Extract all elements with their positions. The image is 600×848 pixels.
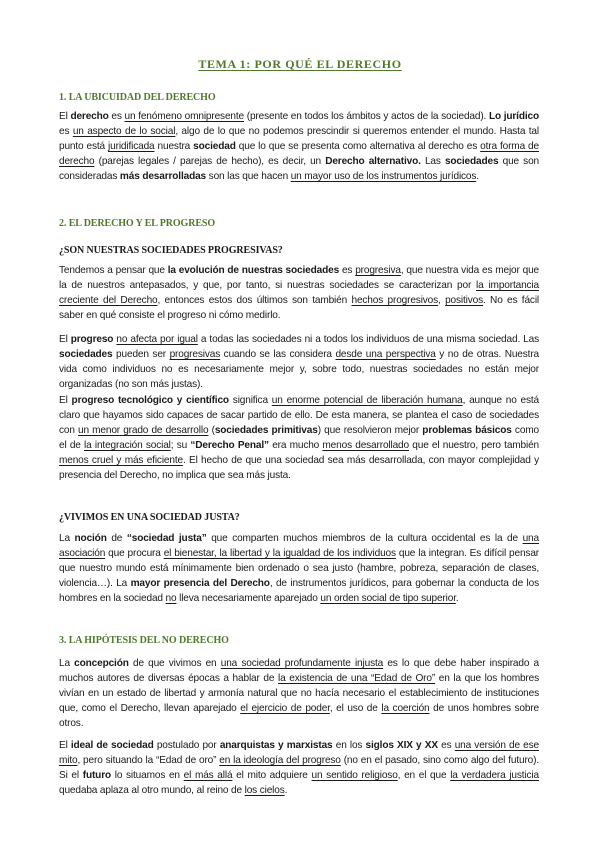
underlined-phrase: un orden social de tipo superior [320, 593, 456, 604]
text-run: nuestra [154, 141, 194, 152]
text-run: que comparten muchos miembros de la cultura occidental es la de [206, 533, 523, 544]
text-run: es lo que debe haber inspirado a muchos autores de diversas épocas a hablar de [59, 658, 539, 684]
text-run: que son consideradas [59, 156, 540, 182]
text-run: El [59, 740, 71, 751]
text-run: ( [208, 425, 215, 436]
text-run: a todas las sociedades ni a todos los individuos de una misma sociedad. Las [197, 334, 539, 345]
underlined-phrase: la integración social [84, 440, 171, 451]
section-heading-progreso: 2. EL DERECHO Y EL PROGRESO [59, 218, 216, 229]
bold-term: siglos XIX y XX [365, 740, 438, 751]
text-run: (parejas legales / parejas de hecho), es decir, un [94, 156, 326, 167]
text-run: de que vivimos en [128, 658, 221, 669]
paragraph [59, 332, 539, 392]
bold-term: mayor presencia del Derecho [130, 578, 270, 589]
text-run: Tendemos a pensar que [59, 265, 168, 276]
text-run: de unos hombres sobre otros. [59, 703, 539, 729]
underlined-phrase: un mayor uso de los instrumentos jurídicos [290, 171, 477, 182]
bold-term: más desarrolladas [119, 171, 207, 182]
text-run: . [476, 171, 479, 182]
underlined-phrase: en la ideología del progreso [219, 755, 341, 766]
text-run: quedaba aplaza al otro mundo, al reino de [59, 785, 245, 796]
underlined-phrase: el bienestar, la libertad y la igualdad de los individuos [163, 548, 396, 559]
underlined-phrase: juridificada [108, 141, 155, 152]
text-run: (no en el pasado, sino como algo del futuro). Si el [59, 755, 539, 781]
paragraph [59, 393, 539, 483]
text-run: de [106, 533, 127, 544]
underlined-phrase: progresiva [355, 265, 401, 276]
text-run: lleva necesariamente aparejado [176, 593, 321, 604]
underlined-phrase: un fenómeno omnipresente [124, 111, 244, 122]
underlined-phrase: no [165, 593, 177, 604]
text-run: significa [228, 395, 272, 406]
text-run: , pero situando la “Edad de oro” [77, 755, 220, 766]
text-run: , que nuestra vida es mejor que la de nuestros antepasados, y que, por tanto, si nuestras sociedades se caracterizan por [59, 265, 540, 291]
bold-term: ideal de sociedad [70, 740, 154, 751]
text-run: . No es fácil saber en qué consiste el progreso ni cómo medirlo. [59, 295, 540, 321]
text-run: . [284, 785, 288, 796]
underlined-phrase: desde una perspectiva [335, 349, 436, 360]
text-run: El [59, 111, 71, 122]
text-run: El [59, 395, 72, 406]
text-run: cuando se las considera [220, 349, 336, 360]
text-run: La [59, 658, 75, 669]
text-run: ; su [170, 440, 191, 451]
underlined-phrase: un sentido religioso [311, 770, 398, 781]
paragraph [59, 656, 539, 731]
text-run: Las [420, 156, 445, 167]
bold-term: noción [74, 533, 107, 544]
bold-term: sociedades [444, 156, 499, 167]
bold-term: sociedades primitivas [214, 425, 318, 436]
text-run: es [339, 265, 356, 276]
text-run: que lo que se presenta como alternativa al derecho es [235, 141, 481, 152]
bold-term: sociedad [193, 141, 236, 152]
bold-term: la evolución de nuestras sociedades [167, 265, 340, 276]
text-run: lo situamos en [110, 770, 184, 781]
text-run: , entonces estos dos últimos son también [157, 295, 352, 306]
text-run: que el nuestro, pero también [409, 440, 540, 451]
underlined-phrase: un enorme potencial de liberación humana [271, 395, 463, 406]
text-run: ) que resolvieron mejor [317, 425, 423, 436]
underlined-phrase: otra forma de derecho [59, 141, 539, 167]
bold-term: sociedades [59, 349, 113, 360]
text-run: , el uso de [329, 703, 382, 714]
bold-term: anarquistas y marxistas [219, 740, 333, 751]
underlined-phrase: el ejercicio de poder [240, 703, 330, 714]
text-run: son las que hacen [206, 171, 291, 182]
text-run: y no de otras. Nuestra vida como individuos no es necesariamente mejor y, sobre todo, nuestras sociedades no están mejor organizadas (no son más justas). [59, 349, 539, 390]
underlined-phrase: una asociación [59, 533, 539, 559]
text-run: , en el que [397, 770, 451, 781]
document-title: TEMA 1: POR QUÉ EL DERECHO [198, 57, 402, 71]
underlined-phrase: una sociedad profundamente injusta [220, 658, 384, 669]
bold-term: Derecho alternativo. [325, 156, 421, 167]
text-run: que procura [105, 548, 164, 559]
paragraph [59, 531, 539, 606]
text-run: en la que los hombres vivían en un estado de libertad y armonía natural que no hacía necesario el establecimiento de instituciones que, como el Derecho, llevan aparejado [59, 673, 540, 714]
bold-term: futuro [82, 770, 111, 781]
underlined-phrase: los cielos [244, 785, 285, 796]
paragraph [59, 109, 539, 184]
text-run: . [455, 593, 459, 604]
underlined-phrase: progresivas [169, 349, 221, 360]
underlined-phrase: la verdadera justicia [450, 770, 539, 781]
underlined-phrase: la importancia creciente del Derecho [59, 280, 539, 306]
bold-term: “sociedad justa” [126, 533, 207, 544]
bold-term: “Derecho Penal” [190, 440, 269, 451]
text-run: es [437, 740, 455, 751]
text-run: (presente en todos los ámbitos y actos de la sociedad). [244, 111, 489, 122]
underlined-phrase: hechos progresivos [351, 295, 439, 306]
underlined-phrase: positivos [445, 295, 484, 306]
underlined-phrase: no afecta por igual [116, 334, 198, 345]
underlined-phrase: la coerción [381, 703, 430, 714]
underlined-phrase: la existencia de una “Edad de Oro” [278, 673, 436, 684]
text-run: La [59, 533, 75, 544]
text-run: pueden ser [112, 349, 170, 360]
paragraph [59, 263, 539, 323]
bold-term: concepción [74, 658, 129, 669]
bold-term: progreso [70, 334, 114, 345]
text-run: el mito adquiere [232, 770, 312, 781]
text-run: , aunque no está claro que hayamos sido capaces de sacar partido de ello. De esta manera, se plantea el caso de sociedades con [59, 395, 539, 436]
text-run: El [59, 334, 71, 345]
subheading-sociedades-progresivas: ¿SON NUESTRAS SOCIEDADES PROGRESIVAS? [59, 245, 283, 256]
text-run: postulado por [153, 740, 220, 751]
text-run: , algo de lo que no podemos prescindir si queremos entender el mundo. Hasta tal punto está [59, 126, 539, 152]
section-heading-ubicuidad: 1. LA UBICUIDAD DEL DERECHO [59, 92, 216, 103]
underlined-phrase: una versión de ese mito [59, 740, 539, 766]
underlined-phrase: menos desarrollado [322, 440, 409, 451]
bold-term: progreso tecnológico y científico [71, 395, 229, 406]
section-heading-no-derecho: 3. LA HIPÓTESIS DEL NO DERECHO [59, 635, 229, 646]
text-run: , [438, 295, 446, 306]
text-run: es [59, 126, 73, 137]
text-run: es [108, 111, 125, 122]
text-run: . El hecho de que una sociedad sea más desarrollada, con mayor complejidad y presencia del Derecho, no implica que sea más justa. [59, 455, 539, 481]
bold-term: derecho [70, 111, 109, 122]
paragraph [59, 738, 539, 798]
text-run: era mucho [268, 440, 323, 451]
underlined-phrase: el más allá [183, 770, 233, 781]
text-run: como el de [59, 425, 540, 451]
text-run: en los [332, 740, 366, 751]
text-run: , de instrumentos jurídicos, para gobernar la conducta de los hombres en la sociedad [59, 578, 540, 604]
bold-term: Lo jurídico [488, 111, 539, 122]
text-run: que la integran. Es difícil pensar que nuestro mundo está mínimamente bien ordenado o sea justo (hambre, pobreza, separación de clases, violencia…). La [59, 548, 539, 589]
underlined-phrase: un menor grado de desarrollo [78, 425, 209, 436]
subheading-sociedad-justa: ¿VIVIMOS EN UNA SOCIEDAD JUSTA? [59, 512, 240, 523]
underlined-phrase: un aspecto de lo social [72, 126, 176, 137]
underlined-phrase: menos cruel y más eficiente [59, 455, 183, 466]
bold-term: problemas básicos [422, 425, 512, 436]
